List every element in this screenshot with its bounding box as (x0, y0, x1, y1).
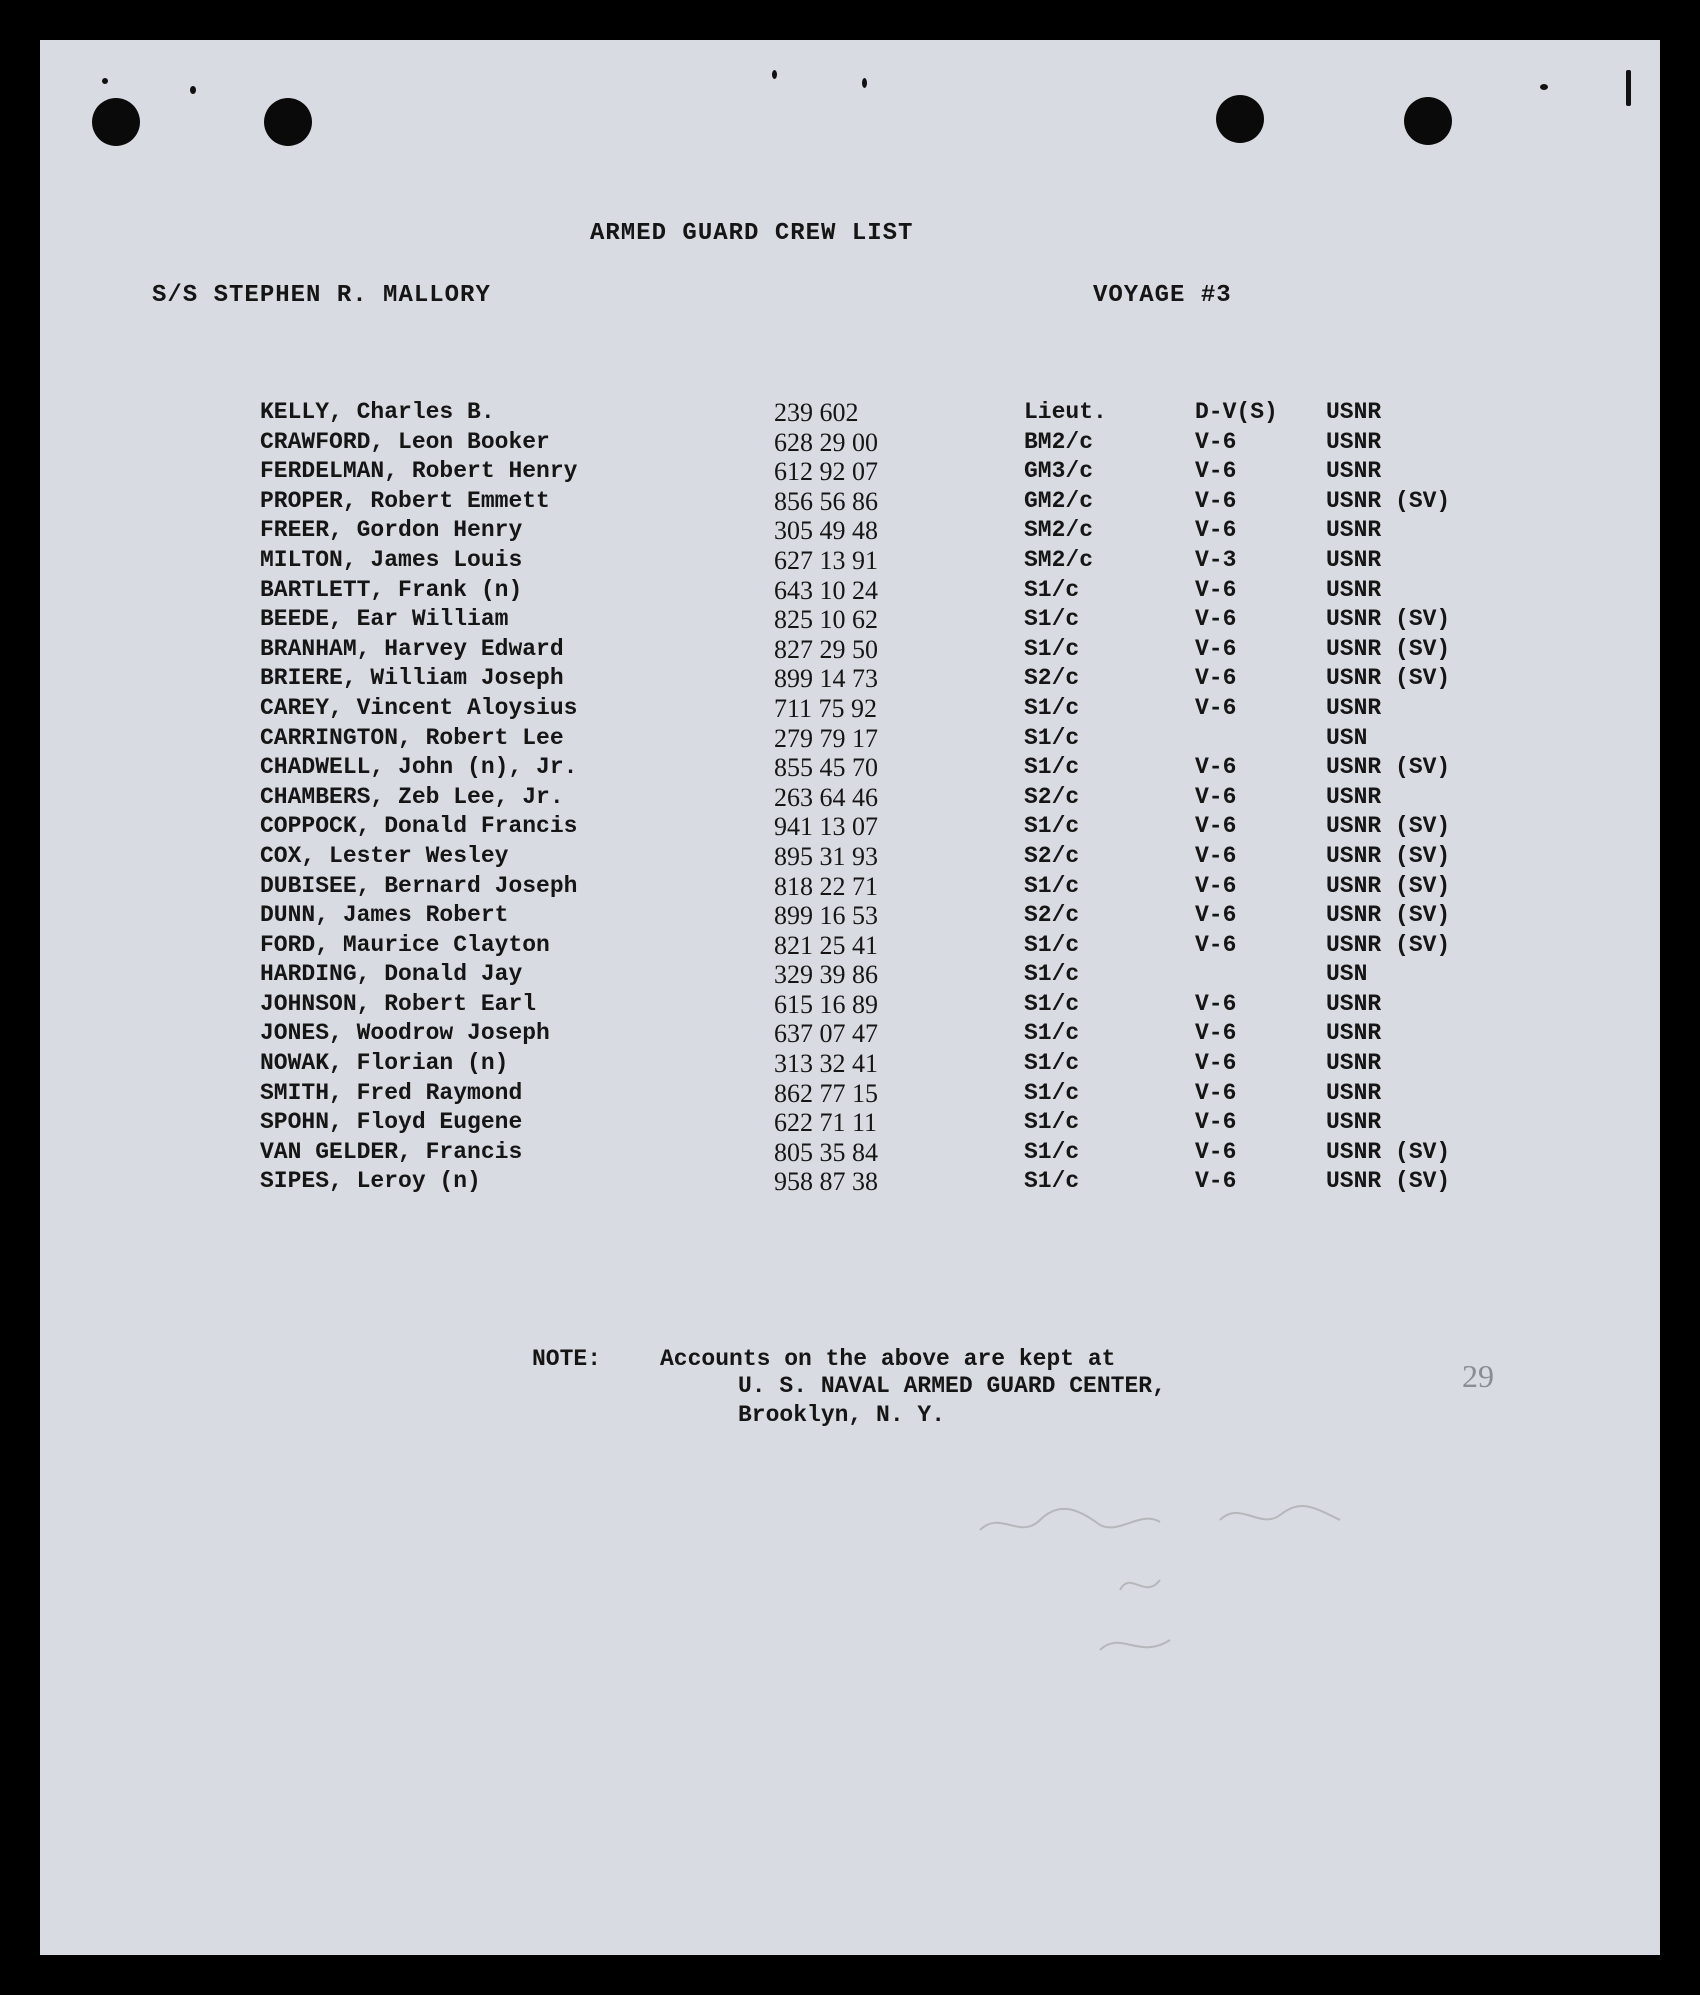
crew-branch: USNR (1326, 458, 1382, 485)
crew-branch: USNR (1326, 517, 1382, 544)
crew-class: V-6 (1195, 1020, 1237, 1047)
crew-rate: S1/c (1024, 724, 1080, 751)
crew-rate: BM2/c (1024, 428, 1094, 455)
crew-class: V-6 (1195, 990, 1237, 1017)
crew-class: V-6 (1195, 487, 1237, 514)
crew-row (260, 664, 1460, 694)
crew-name: BRIERE, William Joseph (260, 665, 564, 692)
document-page (40, 40, 1660, 1955)
crew-row (260, 1167, 1460, 1197)
service-number: 862 77 15 (774, 1078, 878, 1108)
crew-rate: S1/c (1024, 813, 1080, 840)
crew-rate: GM3/c (1024, 458, 1094, 485)
crew-name: BRANHAM, Harvey Edward (260, 635, 564, 662)
crew-row (260, 931, 1460, 961)
crew-name: FORD, Maurice Clayton (260, 931, 550, 958)
crew-rate: S1/c (1024, 1050, 1080, 1077)
crew-branch: USNR (SV) (1326, 931, 1451, 958)
crew-class: V-6 (1195, 783, 1237, 810)
service-number: 958 87 38 (774, 1167, 878, 1197)
crew-branch: USNR (1326, 783, 1382, 810)
crew-branch: USNR (SV) (1326, 902, 1451, 929)
note-line: Brooklyn, N. Y. (738, 1402, 946, 1428)
crew-class: V-6 (1195, 902, 1237, 929)
crew-row (260, 1049, 1460, 1079)
crew-row (260, 872, 1460, 902)
crew-name: HARDING, Donald Jay (260, 961, 523, 988)
service-number: 821 25 41 (774, 930, 878, 960)
service-number: 305 49 48 (774, 516, 878, 546)
service-number: 643 10 24 (774, 575, 878, 605)
crew-rate: S1/c (1024, 576, 1080, 603)
crew-row (260, 960, 1460, 990)
crew-row (260, 635, 1460, 665)
crew-rate: S1/c (1024, 872, 1080, 899)
crew-class: D-V(S) (1195, 399, 1278, 425)
service-number: 827 29 50 (774, 634, 878, 664)
crew-name: FREER, Gordon Henry (260, 517, 523, 544)
crew-class: V-6 (1195, 754, 1237, 781)
ink-speck (1540, 84, 1548, 90)
crew-rate: S1/c (1024, 1109, 1080, 1136)
crew-branch: USNR (SV) (1326, 754, 1451, 781)
crew-class: V-6 (1195, 428, 1237, 455)
punch-hole-icon (1404, 97, 1452, 145)
crew-rate: SM2/c (1024, 546, 1094, 573)
crew-branch: USNR (1326, 399, 1382, 425)
crew-list (260, 398, 1460, 1197)
crew-class: V-6 (1195, 635, 1237, 662)
service-number: 239 602 (774, 398, 859, 427)
crew-rate: S1/c (1024, 635, 1080, 662)
crew-name: CRAWFORD, Leon Booker (260, 428, 550, 455)
crew-name: DUBISEE, Bernard Joseph (260, 872, 578, 899)
service-number: 615 16 89 (774, 989, 878, 1019)
crew-row (260, 812, 1460, 842)
crew-rate: S2/c (1024, 783, 1080, 810)
crew-row (260, 516, 1460, 546)
crew-branch: USNR (SV) (1326, 635, 1451, 662)
crew-row (260, 1108, 1460, 1138)
service-number: 263 64 46 (774, 782, 878, 812)
crew-branch: USNR (SV) (1326, 487, 1451, 514)
crew-branch: USNR (SV) (1326, 1168, 1451, 1195)
page-title: ARMED GUARD CREW LIST (590, 220, 914, 247)
service-number: 627 13 91 (774, 545, 878, 575)
ink-speck (1626, 70, 1631, 106)
service-number: 818 22 71 (774, 871, 878, 901)
crew-rate: S1/c (1024, 961, 1080, 988)
crew-name: KELLY, Charles B. (260, 399, 495, 425)
crew-name: CAREY, Vincent Aloysius (260, 694, 578, 721)
crew-name: CHADWELL, John (n), Jr. (260, 754, 578, 781)
crew-branch: USNR (1326, 1020, 1382, 1047)
service-number: 628 29 00 (774, 427, 878, 457)
crew-name: BEEDE, Ear William (260, 606, 509, 633)
service-number: 941 13 07 (774, 812, 878, 842)
crew-row (260, 783, 1460, 813)
crew-row (260, 546, 1460, 576)
crew-row (260, 901, 1460, 931)
crew-row (260, 1138, 1460, 1168)
crew-branch: USNR (1326, 1079, 1382, 1106)
crew-class: V-6 (1195, 813, 1237, 840)
crew-class: V-3 (1195, 546, 1237, 573)
crew-branch: USNR (SV) (1326, 665, 1451, 692)
page-number: 29 (1462, 1358, 1494, 1394)
service-number: 805 35 84 (774, 1137, 878, 1167)
crew-class: V-6 (1195, 1109, 1237, 1136)
crew-class: V-6 (1195, 606, 1237, 633)
crew-name: DUNN, James Robert (260, 902, 509, 929)
crew-name: COPPOCK, Donald Francis (260, 813, 578, 840)
crew-rate: Lieut. (1024, 399, 1107, 425)
crew-branch: USNR (1326, 428, 1382, 455)
crew-branch: USNR (1326, 1050, 1382, 1077)
service-number: 313 32 41 (774, 1049, 878, 1079)
service-number: 329 39 86 (774, 960, 878, 990)
crew-branch: USNR (SV) (1326, 1138, 1451, 1165)
voyage-number: VOYAGE #3 (1093, 282, 1232, 309)
crew-rate: S1/c (1024, 694, 1080, 721)
crew-row (260, 457, 1460, 487)
ink-speck (862, 78, 867, 88)
crew-name: COX, Lester Wesley (260, 842, 509, 869)
crew-row (260, 990, 1460, 1020)
crew-name: NOWAK, Florian (n) (260, 1050, 509, 1077)
crew-row (260, 694, 1460, 724)
crew-row (260, 724, 1460, 754)
punch-hole-icon (264, 98, 312, 146)
crew-class: V-6 (1195, 1050, 1237, 1077)
crew-name: SIPES, Leroy (n) (260, 1168, 481, 1195)
crew-class: V-6 (1195, 872, 1237, 899)
crew-branch: USNR (1326, 990, 1382, 1017)
crew-row (260, 1019, 1460, 1049)
crew-branch: USNR (SV) (1326, 872, 1451, 899)
note-line: Accounts on the above are kept at (660, 1346, 1116, 1372)
punch-hole-icon (92, 98, 140, 146)
crew-rate: S1/c (1024, 1020, 1080, 1047)
crew-rate: S2/c (1024, 902, 1080, 929)
note-line: U. S. NAVAL ARMED GUARD CENTER, (738, 1373, 1166, 1399)
crew-name: VAN GELDER, Francis (260, 1138, 523, 1165)
faint-signature (970, 1470, 1410, 1690)
crew-row (260, 753, 1460, 783)
crew-class: V-6 (1195, 1168, 1237, 1195)
crew-rate: S1/c (1024, 1079, 1080, 1106)
ink-speck (102, 78, 108, 84)
crew-branch: USN (1326, 961, 1368, 988)
crew-name: SPOHN, Floyd Eugene (260, 1109, 523, 1136)
service-number: 825 10 62 (774, 605, 878, 635)
ink-speck (190, 86, 196, 94)
service-number: 899 14 73 (774, 664, 878, 694)
service-number: 279 79 17 (774, 723, 878, 753)
crew-rate: S1/c (1024, 990, 1080, 1017)
crew-class: V-6 (1195, 576, 1237, 603)
crew-class: V-6 (1195, 517, 1237, 544)
crew-branch: USNR (1326, 576, 1382, 603)
crew-class: V-6 (1195, 842, 1237, 869)
service-number: 855 45 70 (774, 753, 878, 783)
service-number: 612 92 07 (774, 457, 878, 487)
crew-class: V-6 (1195, 1079, 1237, 1106)
crew-name: BARTLETT, Frank (n) (260, 576, 523, 603)
crew-name: SMITH, Fred Raymond (260, 1079, 523, 1106)
service-number: 637 07 47 (774, 1019, 878, 1049)
service-number: 856 56 86 (774, 486, 878, 516)
crew-rate: S1/c (1024, 754, 1080, 781)
crew-name: PROPER, Robert Emmett (260, 487, 550, 514)
crew-row (260, 398, 1460, 428)
crew-row (260, 605, 1460, 635)
crew-rate: S2/c (1024, 842, 1080, 869)
service-number: 711 75 92 (774, 693, 878, 723)
crew-rate: GM2/c (1024, 487, 1094, 514)
crew-branch: USNR (SV) (1326, 606, 1451, 633)
crew-class: V-6 (1195, 931, 1237, 958)
note-label: NOTE: (532, 1346, 602, 1372)
crew-class: V-6 (1195, 694, 1237, 721)
crew-rate: S2/c (1024, 665, 1080, 692)
crew-rate: S1/c (1024, 606, 1080, 633)
crew-row (260, 1079, 1460, 1109)
crew-branch: USNR (1326, 1109, 1382, 1136)
crew-row (260, 576, 1460, 606)
crew-row (260, 487, 1460, 517)
crew-branch: USNR (SV) (1326, 813, 1451, 840)
crew-branch: USNR (SV) (1326, 842, 1451, 869)
ink-speck (772, 70, 777, 79)
crew-name: MILTON, James Louis (260, 546, 523, 573)
crew-rate: S1/c (1024, 1168, 1080, 1195)
service-number: 899 16 53 (774, 901, 878, 931)
crew-branch: USNR (1326, 694, 1382, 721)
service-number: 622 71 11 (774, 1108, 878, 1138)
crew-rate: S1/c (1024, 1138, 1080, 1165)
crew-name: CHAMBERS, Zeb Lee, Jr. (260, 783, 564, 810)
ship-name: S/S STEPHEN R. MALLORY (152, 282, 491, 309)
crew-rate: S1/c (1024, 931, 1080, 958)
crew-branch: USNR (1326, 546, 1382, 573)
service-number: 895 31 93 (774, 841, 878, 871)
crew-name: JONES, Woodrow Joseph (260, 1020, 550, 1047)
crew-name: JOHNSON, Robert Earl (260, 990, 537, 1017)
punch-hole-icon (1216, 95, 1264, 143)
crew-branch: USN (1326, 724, 1368, 751)
crew-class: V-6 (1195, 458, 1237, 485)
crew-name: FERDELMAN, Robert Henry (260, 458, 578, 485)
crew-name: CARRINGTON, Robert Lee (260, 724, 564, 751)
crew-class: V-6 (1195, 1138, 1237, 1165)
crew-rate: SM2/c (1024, 517, 1094, 544)
crew-class: V-6 (1195, 665, 1237, 692)
crew-row (260, 842, 1460, 872)
crew-row (260, 428, 1460, 458)
